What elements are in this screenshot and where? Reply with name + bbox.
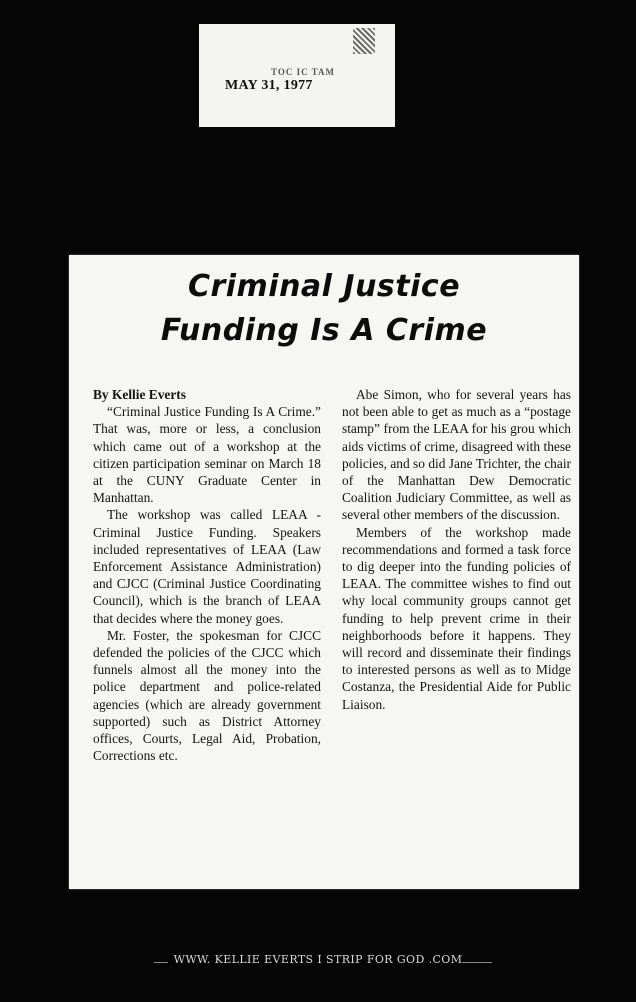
- paragraph: Members of the workshop made recommendations and formed a task force to dig deeper into the funding policies of LEAA. The committee wishes to find out why local community groups cannot get funding to help prevent crime in their neighborhoods before it happens. They will record and disseminate their findings to interested persons as well as to Midge Costanza, the Presidential Aide for Public Liaison.: [342, 524, 571, 712]
- paragraph: Mr. Foster, the spokesman for CJCC defended the policies of the CJCC which funnels almost all the money into the police department and police-related agencies (which are already government supported) such as District Attorney offices, Courts, Legal Aid, Probation, Corrections etc.: [93, 627, 321, 764]
- paragraph: “Criminal Justice Funding Is A Crime.” That was, more or less, a conclusion which came out of a workshop at the citizen participation seminar on March 18 at the CUNY Graduate Center in Manhattan.: [93, 404, 321, 506]
- headline-line-2: Funding Is A Crime: [160, 313, 488, 348]
- paragraph: Abe Simon, who for several years has not been able to get as much as a “postage stamp” from the LEAA for his grou which aids victims of crime, disagreed with these policies, and so did Jane Trichter, the chair of the Manhattan Dew Democratic Coalition Judiciary Committee, as well as several other members of the discussion.: [342, 387, 571, 523]
- ink-smudge: [353, 28, 375, 54]
- headline-line-1: Criminal Justice: [187, 269, 461, 304]
- headline: [69, 265, 579, 353]
- byline: By Kellie Everts: [93, 387, 186, 402]
- article-clipping: [69, 255, 579, 889]
- masthead-fragment: TOC IC TAM: [271, 67, 336, 77]
- article-column-left: [93, 386, 321, 764]
- publication-date: MAY 31, 1977: [225, 78, 313, 93]
- paragraph: The workshop was called LEAA - Criminal Justice Funding. Speakers included representatives of LEAA (Law Enforcement Assistance Administration) and CJCC (Criminal Justice Coordinating Council), which is the branch of LEAA that decides where the money goes.: [93, 507, 321, 626]
- date-clipping: [199, 24, 395, 127]
- website-watermark: WWW. KELLIE EVERTS I STRIP FOR GOD .COM: [173, 953, 463, 966]
- article-column-right: [342, 386, 571, 713]
